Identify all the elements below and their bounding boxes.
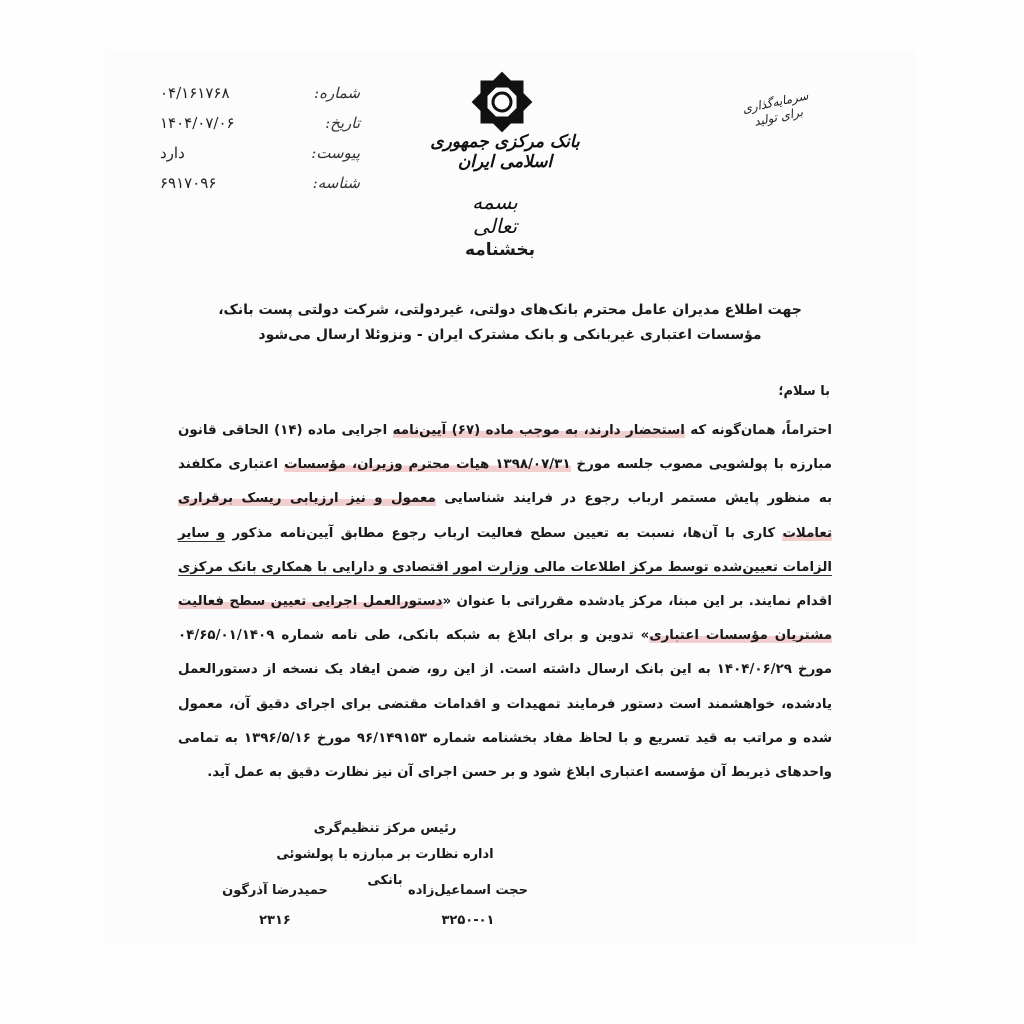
body-segment: اقدام نمایند. بر این مبنا، مرکز یادشده مقرراتی با عنوان « [442,594,833,610]
slogan-text: سرمایه‌گذاری برای تولید [741,88,810,129]
signer-department: اداره نظارت بر مبارزه با پولشوئی بانکی [276,847,494,888]
central-bank-emblem-icon [468,68,536,136]
highlighted-text: دستورالعمل اجرایی تعیین سطح فعالیت مشتریان مؤسسات اعتباری [178,594,832,644]
letter-meta [160,78,360,198]
meta-row-date [160,108,360,138]
signature-right [398,876,538,936]
letter-body [178,414,832,790]
meta-value: ۱۴۰۴/۰۷/۰۶ [160,114,235,132]
underlined-text: و سایر الزامات تعیین‌شده توسط مرکز اطلاعات مالی وزارت امور اقتصادی و دارایی با همکاری بانک مرکزی [178,525,832,575]
meta-row-number [160,78,360,108]
slogan-logo [741,88,812,165]
bank-name: بانک مرکزی جمهوری اسلامی ایران [430,132,580,172]
body-segment: اجرایی ماده (۱۴) الحاقی قانون مبارزه با پولشویی مصوب جلسه مورخ [178,423,832,473]
recipients-intro: جهت اطلاع مدیران عامل محترم بانک‌های دولتی، غیردولتی، شرکت دولتی پست بانک، مؤسسات اعتباری غیربانکی و بانک مشترک ایران - ونزوئلا ارسال می‌شود [218,302,802,343]
meta-value: ۶۹۱۷۰۹۶ [160,174,217,192]
meta-row-id [160,168,360,198]
body-segment: احتراماً، همان‌گونه که [684,423,832,438]
signer-title: رئیس مرکز تنظیم‌گری [313,821,457,836]
meta-value: ۰۴/۱۶۱۷۶۸ [160,84,230,102]
meta-label: تاریخ: [325,114,360,132]
signature-left [205,876,345,936]
meta-value: دارد [160,144,185,162]
greeting: با سلام؛ [778,384,830,399]
signer-name: حجت اسماعیل‌زاده [408,883,528,898]
document-heading: بخشنامه [464,240,536,260]
meta-label: شناسه: [312,174,360,192]
signer-name: حمیدرضا آذرگون [222,883,328,898]
meta-label: شماره: [314,84,360,102]
signer-code: ۳۲۵۰-۰۱ [441,913,495,928]
basmala: بسمه تعالی [472,190,518,238]
body-segment: اعتباری مکلفند به منظور پایش مستمر ارباب رجوع در فرایند شناسایی [178,457,832,507]
highlighted-text: ۱۳۹۸/۰۷/۳۱ هیات محترم وزیران، مؤسسات [284,457,571,473]
highlighted-text: معمول و نیز ارزیابی ریسک برقراری تعاملات [178,491,832,541]
body-segment: » تدوین و برای ابلاغ به شبکه بانکی، طی نامه شماره ۰۴/۶۵/۰۱/۱۴۰۹ مورخ ۱۴۰۴/۰۶/۲۹ به این بانک ارسال داشته است. از این رو، ضمن ایفاد یک نسخه از دستورالعمل یادشده، خواهشمند است دستور فرمایند تمهیدات و اقدامات مقتضی برای اجرای دقیق آن، معمول شده و مراتب به قید تسریع و با لحاظ مفاد بخشنامه شماره ۹۶/۱۴۹۱۵۳ مورخ ۱۳۹۶/۵/۱۶ به تمامی واحدهای ذیربط آن مؤسسه اعتباری ابلاغ شود و بر حسن اجرای آن نیز نظارت دقیق به عمل آید. [178,628,832,781]
highlighted-text: استحضار دارند، به موجب ماده (۶۷) آیین‌نامه [392,423,685,438]
body-segment: کاری با آن‌ها، نسبت به تعیین سطح فعالیت ارباب رجوع مطابق آیین‌نامه مذکور [225,525,783,541]
meta-row-attachment [160,138,360,168]
signer-code: ۲۳۱۶ [259,913,291,928]
meta-label: پیوست: [311,144,360,162]
